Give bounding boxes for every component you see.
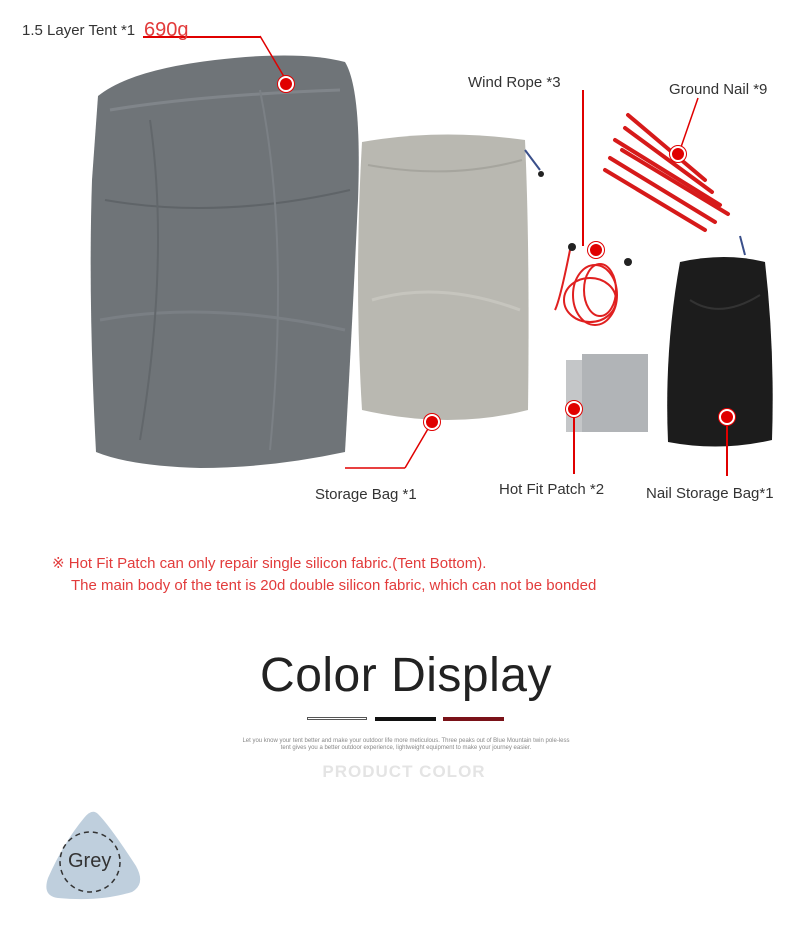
hot-fit-patch-image bbox=[566, 354, 648, 432]
patch-note-line-1: ※ Hot Fit Patch can only repair single silicon fabric.(Tent Bottom). bbox=[52, 555, 487, 572]
grey-color-label: Grey bbox=[68, 850, 112, 872]
title-divider-red bbox=[443, 717, 504, 721]
storage-bag-callout-diagonal bbox=[345, 418, 435, 472]
ground-nails-image bbox=[605, 115, 728, 230]
storage-bag-image bbox=[358, 134, 544, 420]
storage-bag-label: Storage Bag *1 bbox=[315, 486, 417, 503]
hot-fit-patch-callout-dot bbox=[566, 401, 582, 417]
title-divider-white bbox=[307, 717, 367, 720]
tent-callout-dot bbox=[278, 76, 294, 92]
tent-label: 1.5 Layer Tent *1 bbox=[22, 22, 136, 39]
color-display-title: Color Display bbox=[260, 649, 552, 702]
storage-bag-callout-dot bbox=[424, 414, 440, 430]
nail-storage-bag-callout-line bbox=[726, 418, 728, 476]
wind-rope-label: Wind Rope *3 bbox=[468, 74, 561, 91]
nail-storage-bag-label: Nail Storage Bag*1 bbox=[646, 485, 774, 502]
tent-weight-label: 690g bbox=[144, 19, 189, 41]
hot-fit-patch-callout-line bbox=[573, 410, 575, 474]
color-description-line-2: tent gives you a better outdoor experience, lightweight equipment to make your journey easier. bbox=[280, 745, 532, 751]
color-description-line-1: Let you know your tent better and make your outdoor life more meticulous. Three peaks out of Blue Mountain twin pole-less bbox=[242, 738, 570, 744]
patch-note-line-2: The main body of the tent is 20d double silicon fabric, which can not be bonded bbox=[71, 577, 597, 594]
tent-package-image bbox=[91, 55, 359, 468]
product-color-subtitle: PRODUCT COLOR bbox=[322, 762, 486, 781]
title-divider-black bbox=[375, 717, 436, 721]
ground-nail-label: Ground Nail *9 bbox=[669, 81, 768, 98]
ground-nail-callout-dot bbox=[670, 146, 686, 162]
wind-rope-callout-dot bbox=[588, 242, 604, 258]
wind-rope-callout-line bbox=[582, 90, 584, 246]
hot-fit-patch-label: Hot Fit Patch *2 bbox=[499, 481, 605, 498]
nail-storage-bag-callout-dot bbox=[719, 409, 735, 425]
